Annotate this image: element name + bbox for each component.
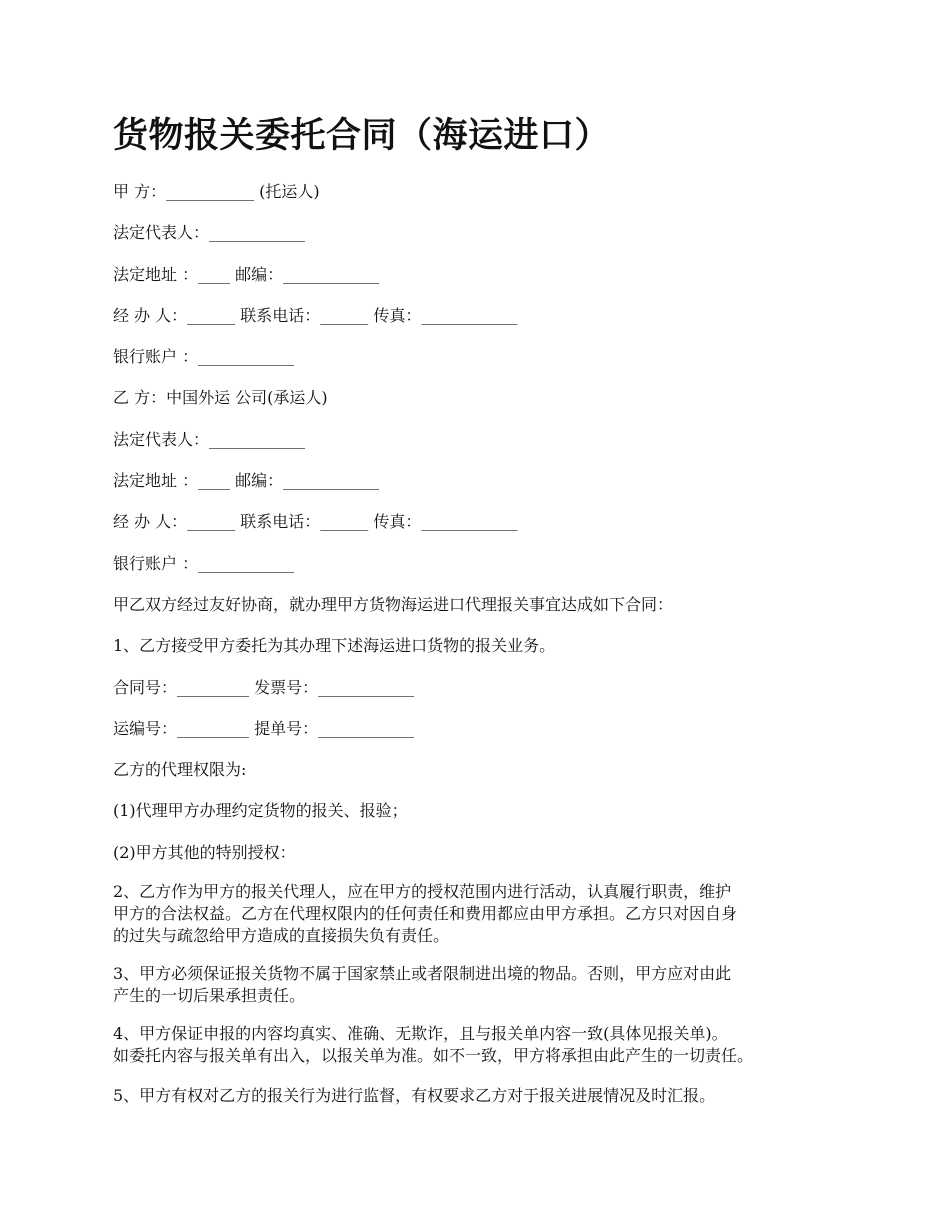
clause-5: 5、甲方有权对乙方的报关行为进行监督，有权要求乙方对于报关进展情况及时汇报。 xyxy=(113,1086,716,1106)
waybill-number-line: 运编号：_________ 提单号：____________ xyxy=(113,718,415,738)
clause-2-line: 2、乙方作为甲方的报关代理人，应在甲方的授权范围内进行活动，认真履行职责，维护 xyxy=(113,882,732,902)
clause-1: 1、乙方接受甲方委托为其办理下述海运进口货物的报关业务。 xyxy=(113,636,556,656)
party-a-address: 法定地址 ：____ 邮编：____________ xyxy=(113,264,380,284)
party-b-address: 法定地址 ：____ 邮编：____________ xyxy=(113,471,380,491)
agency-scope-heading: 乙方的代理权限为: xyxy=(113,760,247,780)
party-b-handler: 经 办 人：______ 联系电话：______ 传真：____________ xyxy=(113,512,518,532)
clause-4-line: 如委托内容与报关单有出入，以报关单为准。如不一致，甲方将承担由此产生的一切责任。 xyxy=(113,1046,754,1066)
party-b-name: 乙 方：中国外运 公司(承运人) xyxy=(113,388,328,408)
party-a-name: 甲 方：___________ (托运人) xyxy=(113,182,320,201)
clause-3-line: 3、甲方必须保证报关货物不属于国家禁止或者限制进出境的物品。否则，甲方应对由此 xyxy=(113,964,732,984)
clause-4 xyxy=(113,1023,858,1067)
clause-3 xyxy=(113,963,858,1007)
clause-2 xyxy=(113,881,858,947)
agency-scope-item-1: (1)代理甲方办理约定货物的报关、报验； xyxy=(113,801,408,821)
party-a-legal-representative: 法定代表人：____________ xyxy=(113,223,306,243)
clause-3-line: 产生的一切后果承担责任。 xyxy=(113,986,306,1006)
clause-4-line: 4、甲方保证申报的内容均真实、准确、无欺诈，且与报关单内容一致(具体见报关单)。 xyxy=(113,1024,728,1044)
party-b-legal-representative: 法定代表人：____________ xyxy=(113,429,306,449)
party-b-bank-account: 银行账户 ：____________ xyxy=(113,553,295,573)
agency-scope-item-2: (2)甲方其他的特别授权： xyxy=(113,842,296,862)
contract-page xyxy=(113,108,858,1124)
contract-intro: 甲乙双方经过友好协商，就办理甲方货物海运进口代理报关事宜达成如下合同： xyxy=(113,594,674,614)
contract-number-line: 合同号：_________ 发票号：____________ xyxy=(113,677,415,697)
document-title: 货物报关委托合同（海运进口） xyxy=(113,115,611,156)
party-a-bank-account: 银行账户 ：____________ xyxy=(113,347,295,367)
party-a-handler: 经 办 人：______ 联系电话：______ 传真：____________ xyxy=(113,305,518,325)
clause-2-line: 的过失与疏忽给甲方造成的直接损失负有责任。 xyxy=(113,926,450,946)
clause-2-line: 甲方的合法权益。乙方在代理权限内的任何责任和费用都应由甲方承担。乙方只对因自身 xyxy=(113,904,738,924)
